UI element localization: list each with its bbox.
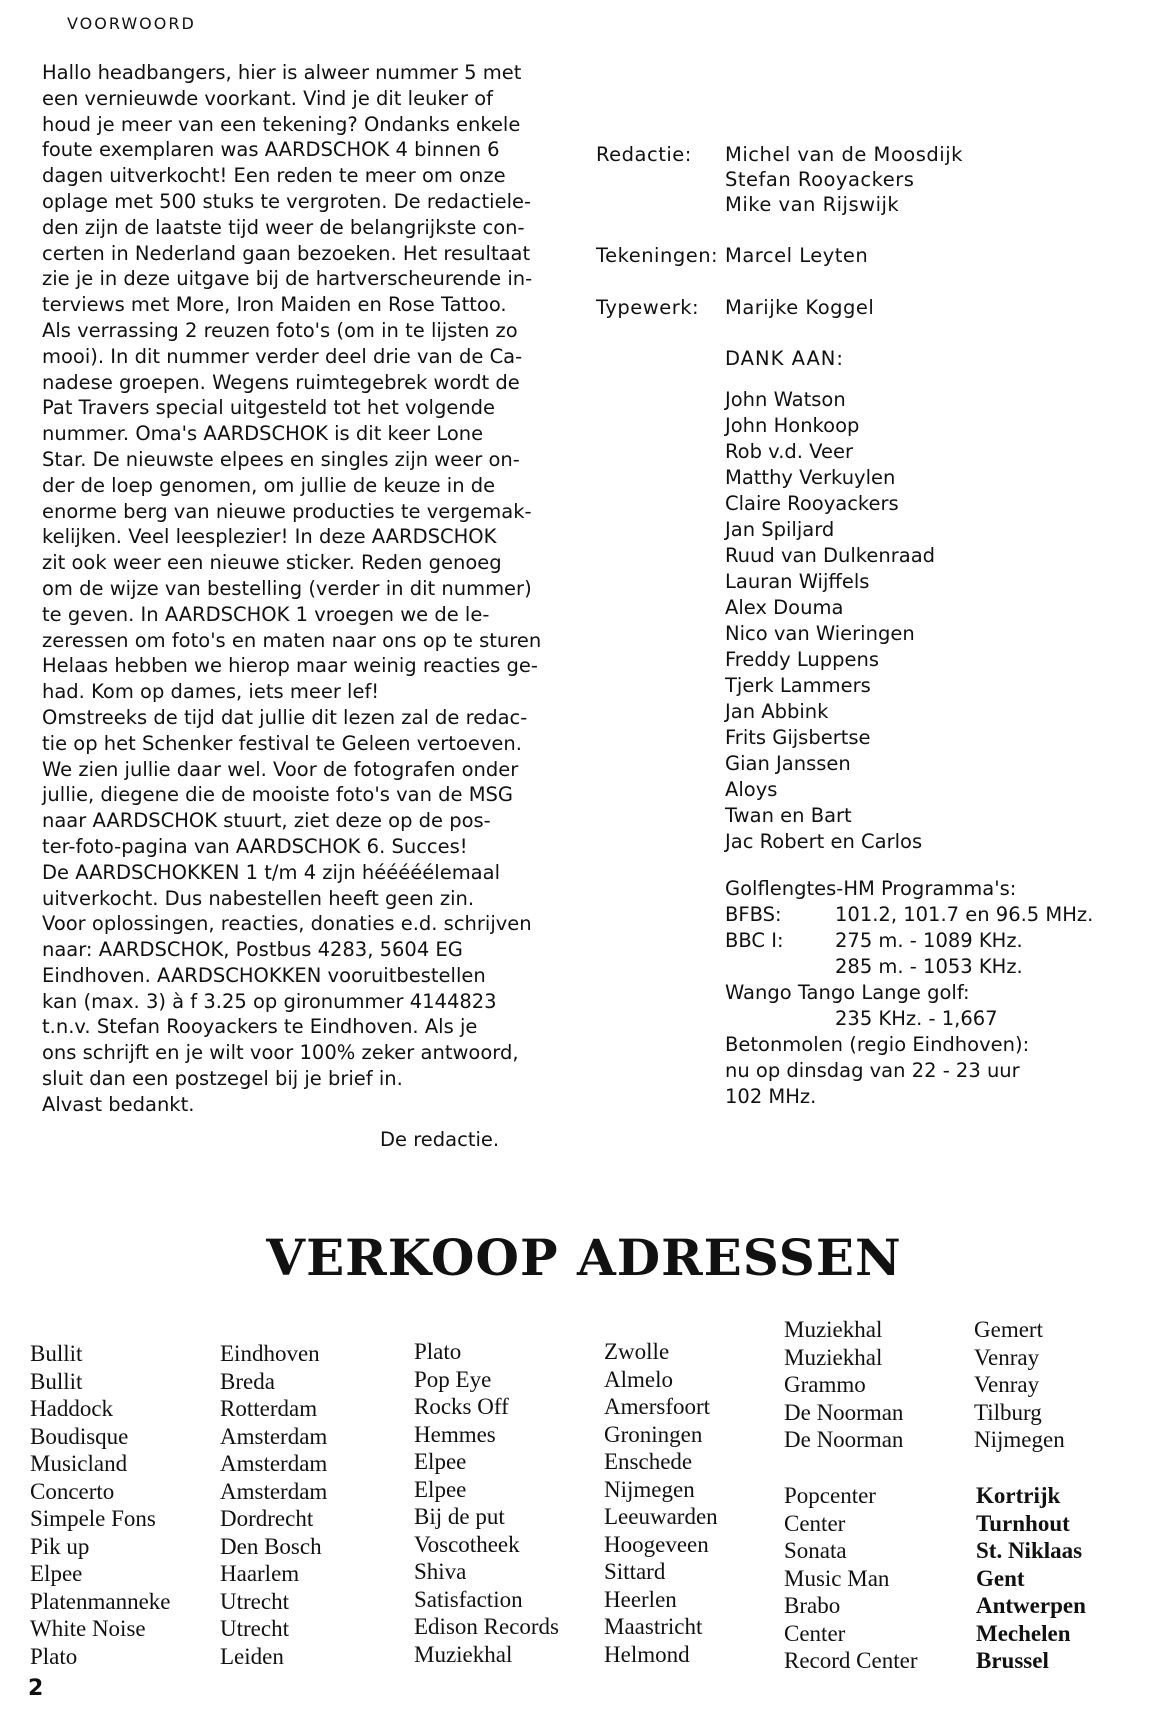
shop-entry: Muziekhal [784, 1317, 883, 1342]
intro-line: Hallo headbangers, hier is alweer nummer 5 met [42, 61, 522, 84]
shop-entry: Grammo [784, 1372, 866, 1397]
typewerk-label: Typewerk: [596, 296, 700, 319]
shop-entry: Pop Eye [414, 1366, 492, 1392]
intro-line: De AARDSCHOKKEN 1 t/m 4 zijn hééééélemaal [42, 860, 501, 884]
shop-entry: Bullit [30, 1341, 83, 1366]
thanks-title: DANK AAN: [725, 347, 844, 370]
shop-entry: Haddock [30, 1396, 114, 1421]
intro-line: Helaas hebben we hierop maar weinig reacties ge- [42, 654, 538, 678]
intro-line: enorme berg van nieuwe producties te vergemak- [42, 499, 532, 523]
shop-entry: Leiden [220, 1643, 284, 1669]
shop-entry: Brabo [784, 1593, 841, 1618]
thanks-list [725, 387, 935, 855]
intro-line: Star. De nieuwste elpees en singles zijn weer on- [42, 447, 520, 471]
shop-entry: Muziekhal [414, 1641, 513, 1667]
thanks-name: Rob v.d. Veer [725, 440, 854, 463]
shop-entry: White Noise [30, 1616, 146, 1641]
shop-entry: St. Niklaas [976, 1538, 1083, 1563]
shop-entry: Amsterdam [220, 1451, 328, 1476]
shop-entry: Hemmes [414, 1421, 496, 1447]
section-heading: VOORWOORD [67, 14, 196, 33]
shop-entry: Almelo [604, 1366, 673, 1392]
tekeningen-name: Marcel Leyten [725, 244, 869, 267]
typewerk-name: Marijke Koggel [725, 296, 875, 319]
intro-line: naar AARDSCHOK stuurt, ziet deze op de pos- [42, 809, 491, 833]
bbc-label: BBC I: [725, 929, 784, 952]
intro-line: tie op het Schenker festival te Geleen vertoeven. [42, 731, 522, 755]
shop-entry: De Noorman [784, 1399, 904, 1425]
shop-entry: Gemert [974, 1317, 1043, 1342]
shop-entry: Elpee [414, 1449, 467, 1474]
intro-line: dagen uitverkocht! Een reden te meer om onze [42, 164, 506, 188]
shop-entry: Edison Records [414, 1614, 560, 1639]
shop-entry: Sonata [784, 1538, 847, 1563]
shop-names-col-3a [784, 1316, 903, 1454]
thanks-name: Aloys [725, 778, 778, 801]
redactie-name: Stefan Rooyackers [725, 168, 915, 191]
intro-line: naar: AARDSCHOK, Postbus 4283, 5604 EG [42, 938, 463, 962]
thanks-name: John Honkoop [725, 414, 860, 437]
intro-line: om de wijze van bestelling (verder in dit nummer) [42, 576, 532, 600]
intro-line: had. Kom op dames, iets meer lef! [42, 680, 380, 704]
shop-names-col-2 [414, 1338, 559, 1668]
intro-line: sluit dan een postzegel bij je brief in. [42, 1067, 403, 1091]
intro-line: der de loep genomen, om jullie de keuze in de [42, 473, 496, 497]
radio-title: Golflengtes-HM Programma's: [725, 877, 1017, 900]
intro-line: den zijn de laatste tijd weer de belangrijkste con- [42, 215, 525, 239]
thanks-name: Jac Robert en Carlos [725, 830, 923, 853]
shop-entry: Bij de put [414, 1504, 505, 1529]
thanks-name: Freddy Luppens [725, 648, 880, 671]
shop-cities-col-2 [604, 1338, 718, 1668]
shop-entry: Dordrecht [220, 1506, 314, 1531]
intro-line: zit ook weer een nieuwe sticker. Reden genoeg [42, 551, 502, 575]
redactie-name: Mike van Rijswijk [725, 193, 900, 216]
shop-entry: Shiva [414, 1559, 467, 1584]
shop-entry: Rotterdam [220, 1396, 318, 1421]
thanks-name: John Watson [725, 388, 846, 411]
shop-entry: Rocks Off [414, 1394, 509, 1419]
shop-entry: Antwerpen [976, 1593, 1086, 1618]
thanks-name: Lauran Wijffels [725, 570, 870, 593]
thanks-name: Ruud van Dulkenraad [725, 544, 936, 567]
shop-entry: Popcenter [784, 1483, 876, 1508]
betonmolen-label: Betonmolen (regio Eindhoven): [725, 1033, 1030, 1056]
shop-entry: Elpee [30, 1561, 83, 1586]
thanks-name: Gian Janssen [725, 752, 851, 775]
shop-names-col-3b [784, 1482, 917, 1675]
shop-entry: Music Man [784, 1565, 890, 1591]
intro-text [42, 60, 562, 1118]
page-number: 2 [28, 1676, 44, 1701]
shop-entry: Turnhout [976, 1510, 1070, 1536]
intro-line: We zien jullie daar wel. Voor de fotografen onder [42, 757, 519, 781]
betonmolen-freq: 102 MHz. [725, 1085, 817, 1108]
shop-entry: Enschede [604, 1449, 693, 1474]
shop-cities-col-1 [220, 1340, 327, 1670]
intro-line: kelijken. Veel leesplezier! In deze AARDSCHOK [42, 525, 497, 549]
shop-entry: Nijmegen [604, 1476, 695, 1502]
intro-line: oplage met 500 stuks te vergroten. De redactiele- [42, 189, 532, 213]
shop-entry: Eindhoven [220, 1341, 320, 1366]
intro-line: ons schrijft en je wilt voor 100% zeker antwoord, [42, 1041, 519, 1065]
shop-entry: Mechelen [976, 1620, 1071, 1646]
shop-names-col-1 [30, 1340, 171, 1670]
shop-entry: Helmond [604, 1641, 690, 1667]
shop-entry: Hoogeveen [604, 1531, 709, 1557]
bfbs-label: BFBS: [725, 903, 782, 926]
intro-line: Als verrassing 2 reuzen foto's (om in te lijsten zo [42, 318, 518, 342]
shop-entry: Sittard [604, 1559, 666, 1584]
shop-entry: Center [784, 1620, 846, 1646]
intro-line: Eindhoven. AARDSCHOKKEN vooruitbestellen [42, 963, 486, 987]
intro-line: nadese groepen. Wegens ruimtegebrek wordt de [42, 370, 520, 394]
shop-entry: Heerlen [604, 1586, 677, 1612]
wango-label: Wango Tango Lange golf: [725, 981, 970, 1004]
intro-line: houd je meer van een tekening? Ondanks enkele [42, 112, 521, 136]
shop-entry: Venray [974, 1344, 1040, 1370]
redactie-label: Redactie: [596, 143, 692, 166]
bbc-freq: 285 m. - 1053 KHz. [835, 955, 1023, 978]
intro-line: te geven. In AARDSCHOK 1 vroegen we de le- [42, 602, 490, 626]
bfbs-freq: 101.2, 101.7 en 96.5 MHz. [835, 903, 1094, 926]
shop-entry: Satisfaction [414, 1586, 523, 1612]
shop-entry: Voscotheek [414, 1531, 520, 1557]
shop-entry: Zwolle [604, 1339, 670, 1364]
shop-entry: Muziekhal [784, 1344, 883, 1370]
sales-title: VERKOOP ADRESSEN [266, 1228, 902, 1287]
intro-line: jullie, diegene die de mooiste foto's van de MSG [42, 783, 514, 807]
shop-entry: Utrecht [220, 1588, 289, 1614]
shop-entry: Record Center [784, 1648, 918, 1673]
intro-line: foute exemplaren was AARDSCHOK 4 binnen 6 [42, 138, 500, 162]
signature: De redactie. [380, 1128, 500, 1151]
intro-line: uitverkocht. Dus nabestellen heeft geen zin. [42, 886, 475, 910]
shop-entry: Utrecht [220, 1616, 289, 1641]
wango-freq: 235 KHz. - 1,667 [835, 1007, 998, 1030]
shop-entry: Tilburg [974, 1399, 1042, 1425]
intro-line: mooi). In dit nummer verder deel drie van de Ca- [42, 344, 523, 368]
shop-entry: Gent [976, 1565, 1025, 1591]
shop-entry: Plato [414, 1339, 462, 1364]
intro-line: t.n.v. Stefan Rooyackers te Eindhoven. Als je [42, 1015, 478, 1039]
shop-entry: Elpee [414, 1476, 467, 1502]
shop-entry: Venray [974, 1372, 1040, 1397]
intro-line: zeressen om foto's en maten naar ons op te sturen [42, 628, 542, 652]
bbc-freq: 275 m. - 1089 KHz. [835, 929, 1023, 952]
intro-line: Alvast bedankt. [42, 1092, 195, 1116]
shop-entry: Groningen [604, 1421, 703, 1447]
thanks-name: Matthy Verkuylen [725, 466, 896, 489]
shop-entry: Den Bosch [220, 1533, 322, 1559]
intro-line: een vernieuwde voorkant. Vind je dit leuker of [42, 86, 494, 110]
shop-entry: Platenmanneke [30, 1588, 171, 1614]
intro-line: Voor oplossingen, reacties, donaties e.d. schrijven [42, 912, 532, 936]
shop-entry: Haarlem [220, 1561, 300, 1586]
intro-line: Pat Travers special uitgesteld tot het volgende [42, 396, 496, 420]
shop-entry: Simpele Fons [30, 1506, 156, 1531]
shop-entry: Amersfoort [604, 1394, 711, 1419]
betonmolen-time: nu op dinsdag van 22 - 23 uur [725, 1059, 1020, 1082]
shop-entry: Center [784, 1510, 846, 1536]
intro-line: kan (max. 3) à f 3.25 op gironummer 4144823 [42, 989, 497, 1013]
shop-entry: Kortrijk [976, 1483, 1061, 1508]
shop-entry: Nijmegen [974, 1427, 1065, 1452]
shop-entry: Plato [30, 1643, 78, 1669]
redactie-name: Michel van de Moosdijk [725, 143, 963, 166]
intro-line: ter-foto-pagina van AARDSCHOK 6. Succes! [42, 834, 468, 858]
shop-entry: Concerto [30, 1478, 115, 1504]
intro-line: zie je in deze uitgave bij de hartverscheurende in- [42, 267, 533, 291]
thanks-name: Alex Douma [725, 596, 844, 619]
shop-cities-col-3b [976, 1482, 1086, 1675]
shop-entry: Bullit [30, 1368, 83, 1394]
shop-cities-col-3a [974, 1316, 1065, 1454]
thanks-name: Twan en Bart [725, 804, 852, 827]
thanks-name: Tjerk Lammers [725, 674, 871, 697]
shop-entry: Leeuwarden [604, 1504, 718, 1529]
thanks-name: Claire Rooyackers [725, 492, 899, 515]
thanks-name: Nico van Wieringen [725, 622, 915, 645]
shop-entry: Amsterdam [220, 1478, 328, 1504]
shop-entry: Pik up [30, 1533, 90, 1559]
intro-line: certen in Nederland gaan bezoeken. Het resultaat [42, 241, 531, 265]
shop-entry: Musicland [30, 1451, 128, 1476]
thanks-name: Jan Abbink [725, 700, 829, 723]
thanks-name: Frits Gijsbertse [725, 726, 871, 749]
thanks-name: Jan Spiljard [725, 518, 835, 541]
intro-line: terviews met More, Iron Maiden en Rose Tattoo. [42, 293, 507, 317]
shop-entry: Boudisque [30, 1423, 129, 1449]
shop-entry: Breda [220, 1368, 275, 1394]
shop-entry: Amsterdam [220, 1423, 328, 1449]
tekeningen-label: Tekeningen: [596, 244, 719, 267]
intro-line: nummer. Oma's AARDSCHOK is dit keer Lone [42, 422, 484, 446]
shop-entry: Brussel [976, 1648, 1049, 1673]
shop-entry: Maastricht [604, 1614, 703, 1639]
intro-line: Omstreeks de tijd dat jullie dit lezen zal de redac- [42, 705, 528, 729]
shop-entry: De Noorman [784, 1427, 904, 1452]
